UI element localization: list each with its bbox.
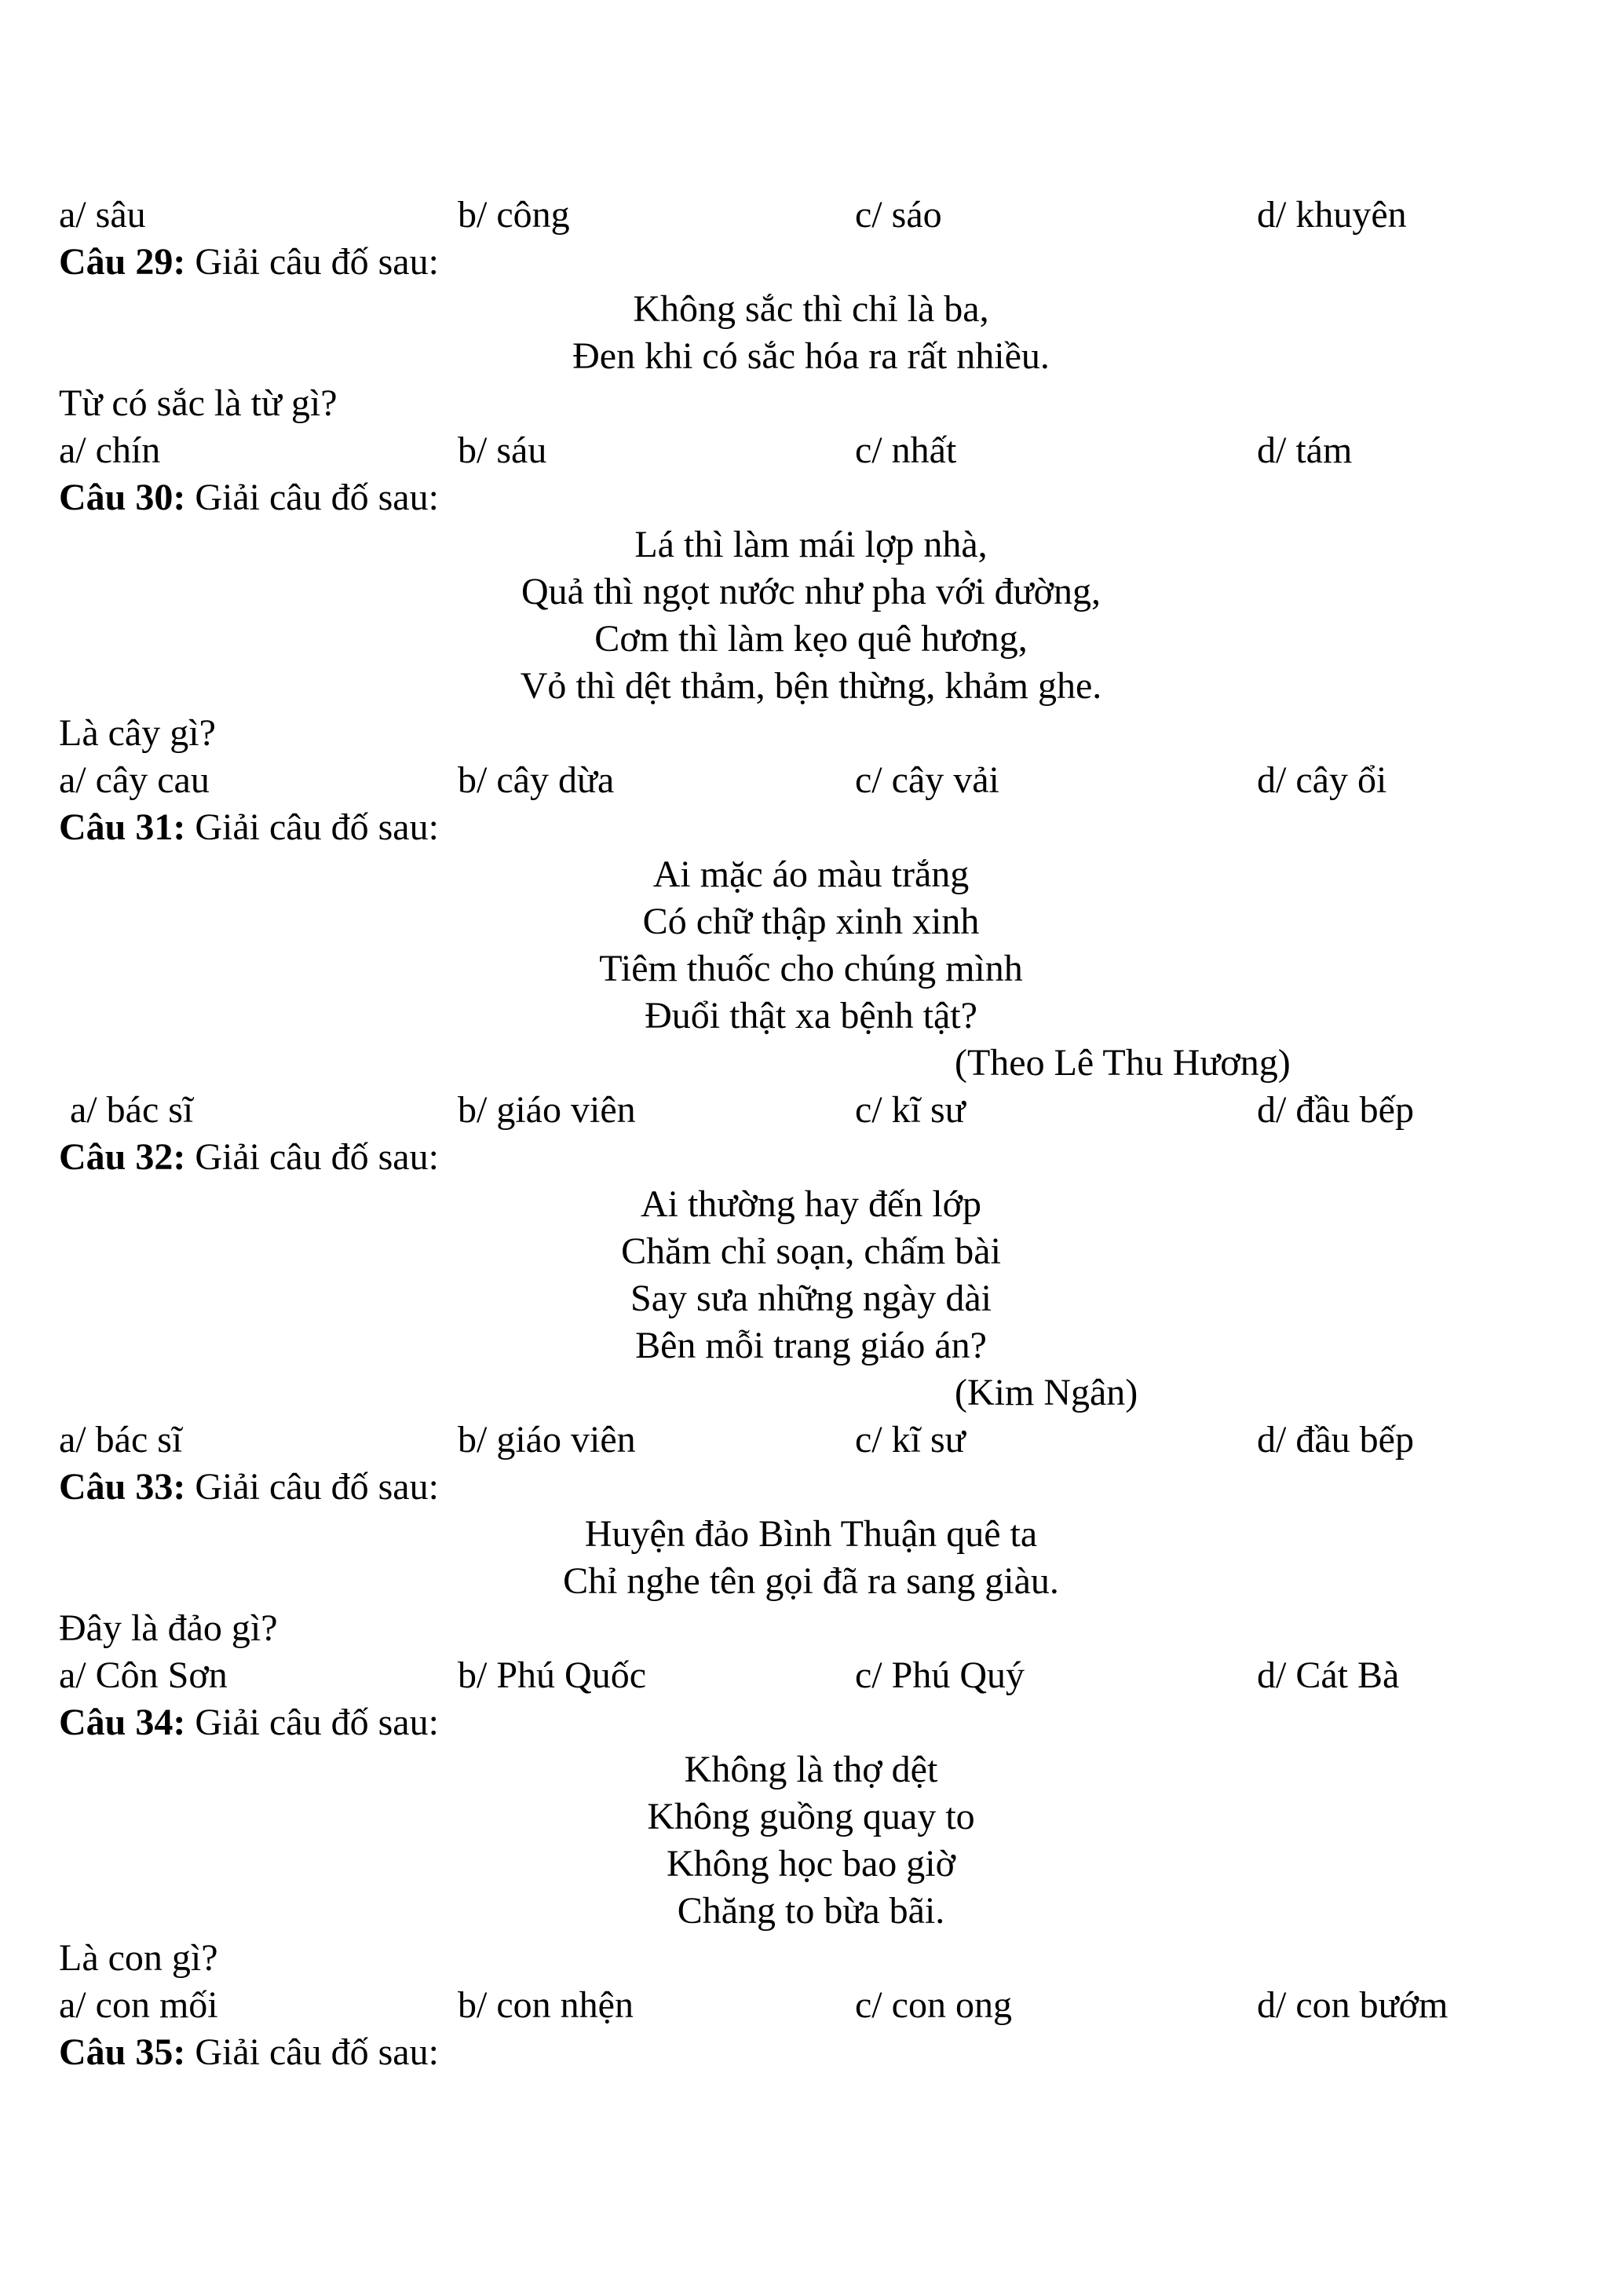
options-row (59, 1652, 1563, 1699)
option-d: d/ đầu bếp (1257, 1419, 1414, 1461)
question-number: Câu 33: (59, 1466, 186, 1508)
question-number: Câu 29: (59, 241, 186, 283)
poem-line: Huyện đảo Bình Thuận quê ta (584, 1513, 1038, 1555)
option-d: d/ Cát Bà (1257, 1654, 1400, 1696)
poem-line: Vỏ thì dệt thảm, bện thừng, khảm ghe. (520, 665, 1102, 707)
poem-line: Đuổi thật xa bệnh tật? (645, 995, 977, 1036)
poem-line: Có chữ thập xinh xinh (642, 901, 980, 942)
option-c: c/ Phú Quý (855, 1654, 1025, 1696)
option-c: c/ sáo (855, 194, 942, 236)
question-prompt: Giải câu đố sau: (185, 806, 439, 848)
poem-line: Say sưa những ngày dài (630, 1278, 992, 1319)
option-a: a/ cây cau (59, 759, 210, 801)
options-row (59, 757, 1563, 804)
option-a: a/ chín (59, 430, 161, 471)
option-a: a/ con mối (59, 1984, 218, 2026)
poem-line: Quả thì ngọt nước như pha với đường, (521, 571, 1101, 612)
question-number: Câu 30: (59, 477, 186, 518)
poem-line: Không guồng quay to (647, 1796, 975, 1837)
option-b: b/ Phú Quốc (458, 1654, 646, 1696)
option-c: c/ cây vải (855, 759, 999, 801)
question-line: Từ có sắc là từ gì? (59, 382, 338, 424)
question-prompt: Giải câu đố sau: (185, 1136, 439, 1178)
option-b: b/ cây dừa (458, 759, 615, 801)
poem-line: Chăm chỉ soạn, chấm bài (621, 1230, 1001, 1272)
question-header (59, 2029, 1563, 2076)
option-d: d/ khuyên (1257, 194, 1407, 236)
option-c: c/ kĩ sư (855, 1089, 966, 1131)
options-row (59, 427, 1563, 474)
options-row (59, 1982, 1563, 2029)
options-row (59, 1087, 1563, 1134)
question-header (59, 804, 1563, 851)
question-number: Câu 32: (59, 1136, 186, 1178)
option-b: b/ sáu (458, 430, 547, 471)
question-header (59, 1134, 1563, 1181)
question-header (59, 239, 1563, 286)
option-a: a/ bác sĩ (59, 1419, 183, 1461)
poem-line: Đen khi có sắc hóa ra rất nhiều. (572, 335, 1050, 377)
poem-line: Không là thợ dệt (684, 1749, 938, 1790)
poem-line: Chỉ nghe tên gọi đã ra sang giàu. (563, 1560, 1059, 1602)
question-number: Câu 34: (59, 1702, 186, 1743)
options-row (59, 1417, 1563, 1464)
option-a: a/ bác sĩ (70, 1089, 194, 1131)
attribution-line: (Kim Ngân) (955, 1372, 1138, 1413)
option-d: d/ cây ổi (1257, 759, 1387, 801)
question-header (59, 1699, 1563, 1746)
question-header (59, 1464, 1563, 1511)
question-prompt: Giải câu đố sau: (185, 241, 439, 283)
poem-line: Lá thì làm mái lợp nhà, (634, 524, 988, 565)
poem-line: Cơm thì làm kẹo quê hương, (594, 618, 1028, 660)
poem-line: Ai mặc áo màu trắng (652, 854, 970, 895)
option-b: b/ giáo viên (458, 1419, 636, 1461)
poem-line: Tiêm thuốc cho chúng mình (599, 948, 1023, 989)
question-line: Đây là đảo gì? (59, 1607, 278, 1649)
option-c: c/ con ong (855, 1984, 1012, 2026)
option-b: b/ công (458, 194, 570, 236)
question-header (59, 474, 1563, 521)
attribution-line: (Theo Lê Thu Hương) (955, 1042, 1291, 1084)
option-d: d/ đầu bếp (1257, 1089, 1414, 1131)
option-b: b/ con nhện (458, 1984, 634, 2026)
poem-line: Không học bao giờ (667, 1843, 955, 1885)
poem-line: Chăng to bừa bãi. (677, 1890, 945, 1932)
question-line: Là con gì? (59, 1937, 218, 1979)
option-d: d/ con bướm (1257, 1984, 1448, 2026)
option-d: d/ tám (1257, 430, 1353, 471)
question-number: Câu 31: (59, 806, 186, 848)
poem-line: Không sắc thì chỉ là ba, (633, 288, 989, 330)
options-row (59, 192, 1563, 239)
question-line: Là cây gì? (59, 712, 216, 754)
question-prompt: Giải câu đố sau: (185, 477, 439, 518)
question-prompt: Giải câu đố sau: (185, 2031, 439, 2073)
question-number: Câu 35: (59, 2031, 186, 2073)
question-prompt: Giải câu đố sau: (185, 1466, 439, 1508)
option-c: c/ nhất (855, 430, 957, 471)
option-c: c/ kĩ sư (855, 1419, 966, 1461)
poem-line: Bên mỗi trang giáo án? (635, 1325, 987, 1366)
question-prompt: Giải câu đố sau: (185, 1702, 439, 1743)
option-b: b/ giáo viên (458, 1089, 636, 1131)
poem-line: Ai thường hay đến lớp (640, 1183, 982, 1225)
option-a: a/ Côn Sơn (59, 1654, 228, 1696)
option-a: a/ sâu (59, 194, 146, 236)
